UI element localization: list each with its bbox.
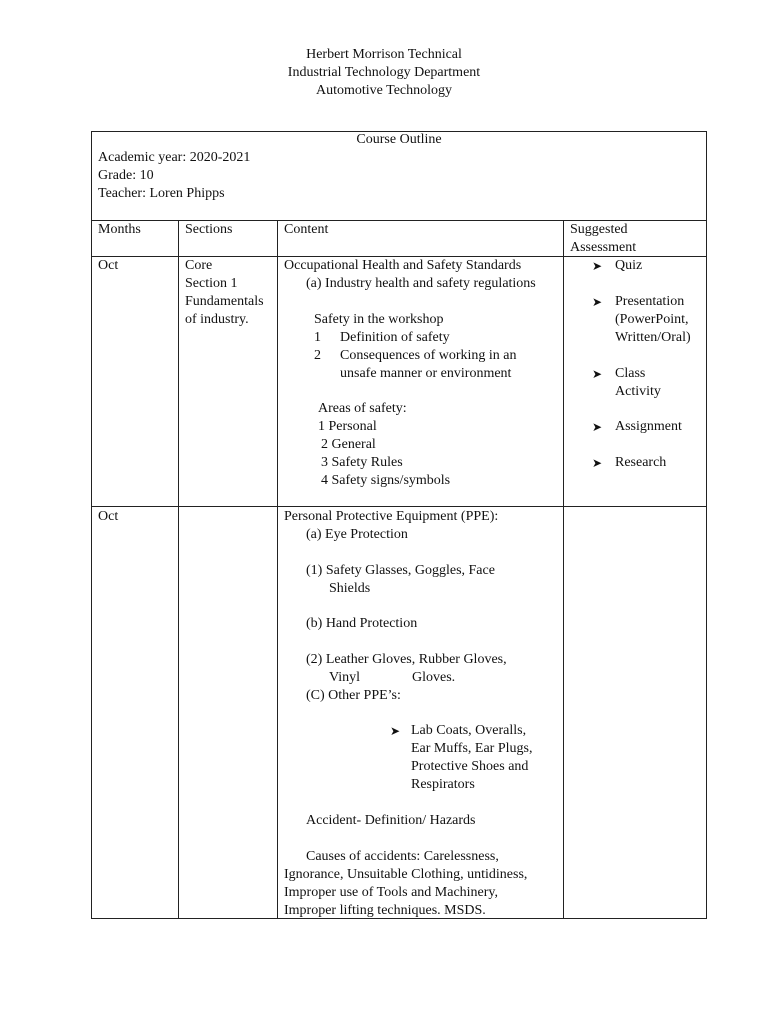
column-header-assessment-2: Assessment xyxy=(570,240,637,255)
row2-eye-items: (1) Safety Glasses, Goggles, Face xyxy=(306,563,495,578)
row1-subtopic-a: (a) Industry health and safety regulations xyxy=(306,276,536,291)
teacher: Teacher: Loren Phipps xyxy=(98,186,225,201)
arrowhead-bullet-icon: ➤ xyxy=(592,295,603,309)
row1-areas-heading: Areas of safety: xyxy=(318,401,407,416)
row2-other-ppe-item: Protective Shoes and xyxy=(411,759,529,774)
row1-item: Definition of safety xyxy=(340,330,450,345)
row2-causes: Causes of accidents: Carelessness, xyxy=(306,849,499,864)
row2-hand-items: Gloves. xyxy=(412,670,456,685)
row2-other-ppe-item: Ear Muffs, Ear Plugs, xyxy=(411,741,533,756)
arrowhead-bullet-icon: ➤ xyxy=(592,367,603,381)
row1-section-line: Fundamentals xyxy=(185,294,264,309)
row1-area: 3 Safety Rules xyxy=(321,455,403,470)
row2-causes: Improper use of Tools and Machinery, xyxy=(284,885,499,900)
row1-workshop: Safety in the workshop xyxy=(314,312,444,327)
column-header-content: Content xyxy=(284,222,329,237)
row1-section-line: of industry. xyxy=(185,312,249,327)
column-header-assessment: Suggested xyxy=(570,222,628,237)
course-outline-title: Course Outline xyxy=(356,132,442,147)
assessment-class-activity: Activity xyxy=(615,384,661,399)
arrowhead-bullet-icon: ➤ xyxy=(592,259,603,273)
assessment-presentation: (PowerPoint, xyxy=(615,312,689,327)
row2-accident: Accident- Definition/ Hazards xyxy=(306,813,476,828)
row1-area: 4 Safety signs/symbols xyxy=(321,473,451,488)
program-name: Automotive Technology xyxy=(315,83,453,98)
arrowhead-bullet-icon: ➤ xyxy=(390,724,401,738)
row2-hand-protection: (b) Hand Protection xyxy=(306,616,418,631)
row2-eye-protection: (a) Eye Protection xyxy=(306,527,408,542)
assessment-assignment: Assignment xyxy=(615,419,682,434)
assessment-presentation: Presentation xyxy=(615,294,685,309)
arrowhead-bullet-icon: ➤ xyxy=(592,456,603,470)
row2-hand-items: (2) Leather Gloves, Rubber Gloves, xyxy=(306,652,507,667)
column-header-months: Months xyxy=(98,222,141,237)
row2-eye-items: Shields xyxy=(329,581,371,596)
row2-topic: Personal Protective Equipment (PPE): xyxy=(284,509,499,524)
row1-month: Oct xyxy=(98,258,119,273)
row1-item-cont: unsafe manner or environment xyxy=(340,366,512,381)
assessment-class-activity: Class xyxy=(615,366,646,381)
row2-other-ppe-item: Lab Coats, Overalls, xyxy=(411,723,527,738)
row1-item-number: 1 xyxy=(314,330,321,345)
assessment-research: Research xyxy=(615,455,667,470)
row1-area: 1 Personal xyxy=(318,419,377,434)
column-header-sections: Sections xyxy=(185,222,233,237)
assessment-quiz: Quiz xyxy=(615,258,643,273)
row2-other-ppe-item: Respirators xyxy=(411,777,475,792)
row2-causes: Ignorance, Unsuitable Clothing, untidiness, xyxy=(284,867,528,882)
grade: Grade: 10 xyxy=(98,168,154,183)
row2-hand-items: Vinyl xyxy=(329,670,361,685)
arrowhead-bullet-icon: ➤ xyxy=(592,420,603,434)
row2-month: Oct xyxy=(98,509,119,524)
department-name: Industrial Technology Department xyxy=(287,65,481,80)
row1-section-line: Core xyxy=(185,258,213,273)
row1-area: 2 General xyxy=(321,437,376,452)
school-name: Herbert Morrison Technical xyxy=(306,47,462,62)
row1-topic: Occupational Health and Safety Standards xyxy=(284,258,522,273)
assessment-presentation: Written/Oral) xyxy=(615,330,691,345)
row1-section-line: Section 1 xyxy=(185,276,238,291)
row2-causes: Improper lifting techniques. MSDS. xyxy=(284,903,486,918)
row1-item: Consequences of working in an xyxy=(340,348,517,363)
academic-year: Academic year: 2020-2021 xyxy=(98,150,251,165)
row1-item-number: 2 xyxy=(314,348,321,363)
row2-other-ppe: (C) Other PPE’s: xyxy=(306,688,401,703)
